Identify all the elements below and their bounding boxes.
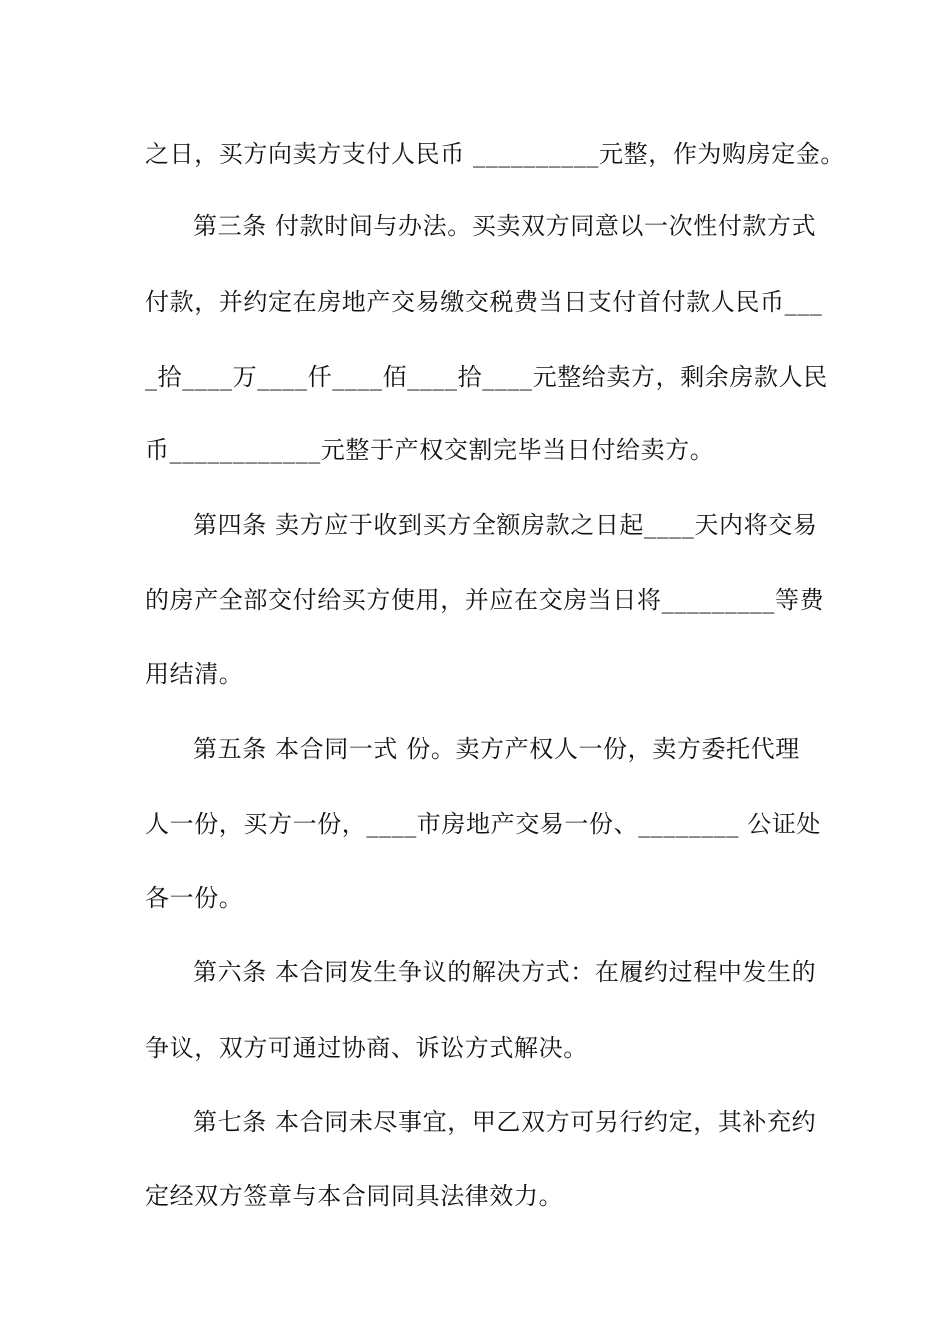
article-5-heading-line: 第五条 本合同一式 份。卖方产权人一份，卖方委托代理 (193, 735, 800, 763)
article-7-heading-line: 第七条 本合同未尽事宜，甲乙双方可另行约定，其补充约 (193, 1108, 817, 1136)
text-line: 各一份。 (145, 884, 244, 912)
text-line: 付款，并约定在房地产交易缴交税费当日支付首付款人民币___ (145, 288, 823, 316)
article-4-heading-line: 第四条 卖方应于收到买方全额房款之日起____天内将交易 (193, 511, 818, 539)
text-line: 用结清。 (145, 660, 244, 688)
text-line: 人一份，买方一份，____市房地产交易一份、________ 公证处 (145, 810, 822, 838)
text-line: _拾____万____仟____佰____拾____元整给卖方，剩余房款人民 (145, 363, 828, 391)
text-line: 定经双方签章与本合同同具法律效力。 (145, 1182, 564, 1210)
text-line: 争议，双方可通过协商、诉讼方式解决。 (145, 1034, 588, 1062)
article-6-heading-line: 第六条 本合同发生争议的解决方式：在履约过程中发生的 (193, 958, 817, 986)
text-line: 的房产全部交付给买方使用，并应在交房当日将_________等费 (145, 586, 825, 614)
article-3-heading-line: 第三条 付款时间与办法。买卖双方同意以一次性付款方式 (193, 212, 817, 240)
text-line: 之日，买方向卖方支付人民币 __________元整，作为购房定金。 (145, 140, 846, 168)
text-line: 币____________元整于产权交割完毕当日付给卖方。 (145, 436, 715, 464)
